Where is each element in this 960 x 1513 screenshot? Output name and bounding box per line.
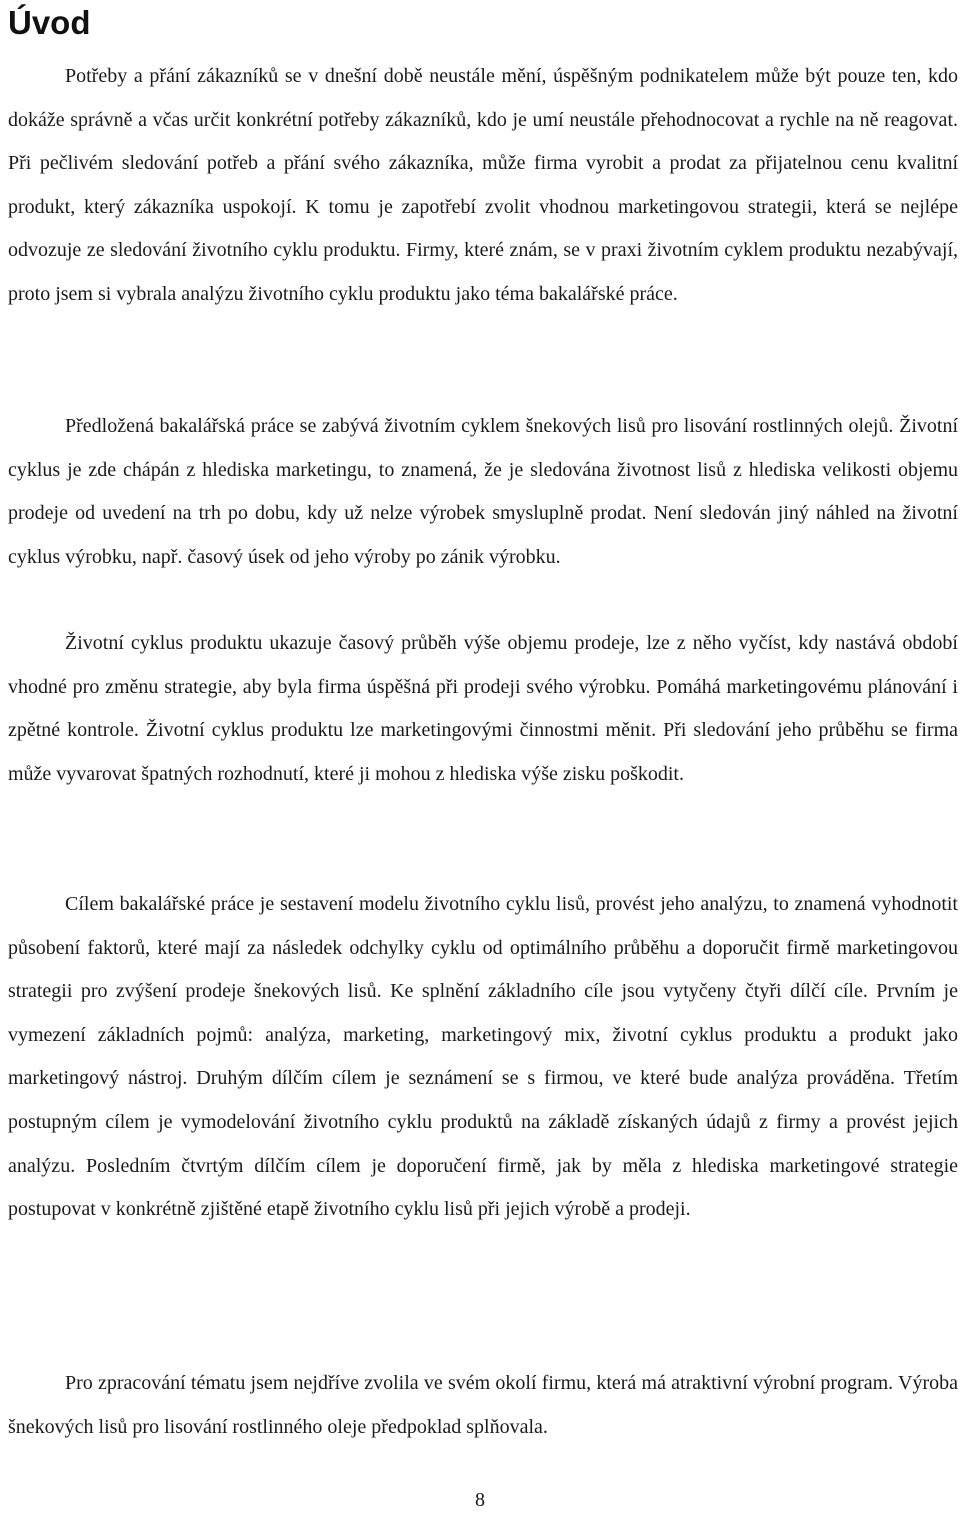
paragraph: Potřeby a přání zákazníků se v dnešní době neustále mění, úspěšným podnikatelem může být pouze ten, kdo dokáže správně a včas určit konkrétní potřeby zákazníků, kdo je umí neustále přehodnocovat a rychle na ně reagovat. Při pečlivém sledování potřeb a přání svého zákazníka, může firma vyrobit a prodat za přijatelnou cenu kvalitní produkt, který zákazníka uspokojí. K tomu je zapotřebí zvolit vhodnou marketingovou strategii, která se nejlépe odvozuje ze sledování životního cyklu produktu. Firmy, které znám, se v praxi životním cyklem produktu nezabývají, proto jsem si vybrala analýzu životního cyklu produktu jako téma bakalářské práce. [8,65,958,305]
paragraph: Předložená bakalářská práce se zabývá životním cyklem šnekových lisů pro lisování rostlinných olejů. Životní cyklus je zde chápán z hlediska marketingu, to znamená, že je sledována životnost lisů z hlediska velikosti objemu prodeje od uvedení na trh po dobu, kdy už nelze výrobek smysluplně prodat. Není sledován jiný náhled na životní cyklus výrobku, např. časový úsek od jeho výroby po zánik výrobku. [8,415,958,568]
paragraph: Cílem bakalářské práce je sestavení modelu životního cyklu lisů, provést jeho analýzu, to znamená vyhodnotit působení faktorů, které mají za následek odchylky cyklu od optimálního průběhu a doporučit firmě marketingovou strategii pro zvýšení prodeje šnekových lisů. Ke splnění základního cíle jsou vytyčeny čtyři dílčí cíle. Prvním je vymezení základních pojmů: analýza, marketing, marketingový mix, životní cyklus produktu a produkt jako marketingový nástroj. Druhým dílčím cílem je seznámení se s firmou, ve které bude analýza prováděna. Třetím postupným cílem je vymodelování životního cyklu produktů na základě získaných údajů z firmy a provést jejich analýzu. Posledním čtvrtým dílčím cílem je doporučení firmě, jak by měla z hlediska marketingové strategie postupovat v konkrétně zjištěné etapě životního cyklu lisů při jejich výrobě a prodeji. [8,893,958,1221]
paragraph: Pro zpracování tématu jsem nejdříve zvolila ve svém okolí firmu, která má atraktivní výrobní program. Výroba šnekových lisů pro lisování rostlinného oleje předpoklad splňovala. [8,1372,958,1438]
page-number: 8 [475,1489,485,1511]
paragraph: Životní cyklus produktu ukazuje časový průběh výše objemu prodeje, lze z něho vyčíst, kdy nastává období vhodné pro změnu strategie, aby byla firma úspěšná při prodeji svého výrobku. Pomáhá marketingovému plánování i zpětné kontrole. Životní cyklus produktu lze marketingovými činnostmi měnit. Při sledování jeho průběhu se firma může vyvarovat špatných rozhodnutí, které ji mohou z hlediska výše zisku poškodit. [8,632,958,785]
page-title: Úvod [8,4,91,41]
